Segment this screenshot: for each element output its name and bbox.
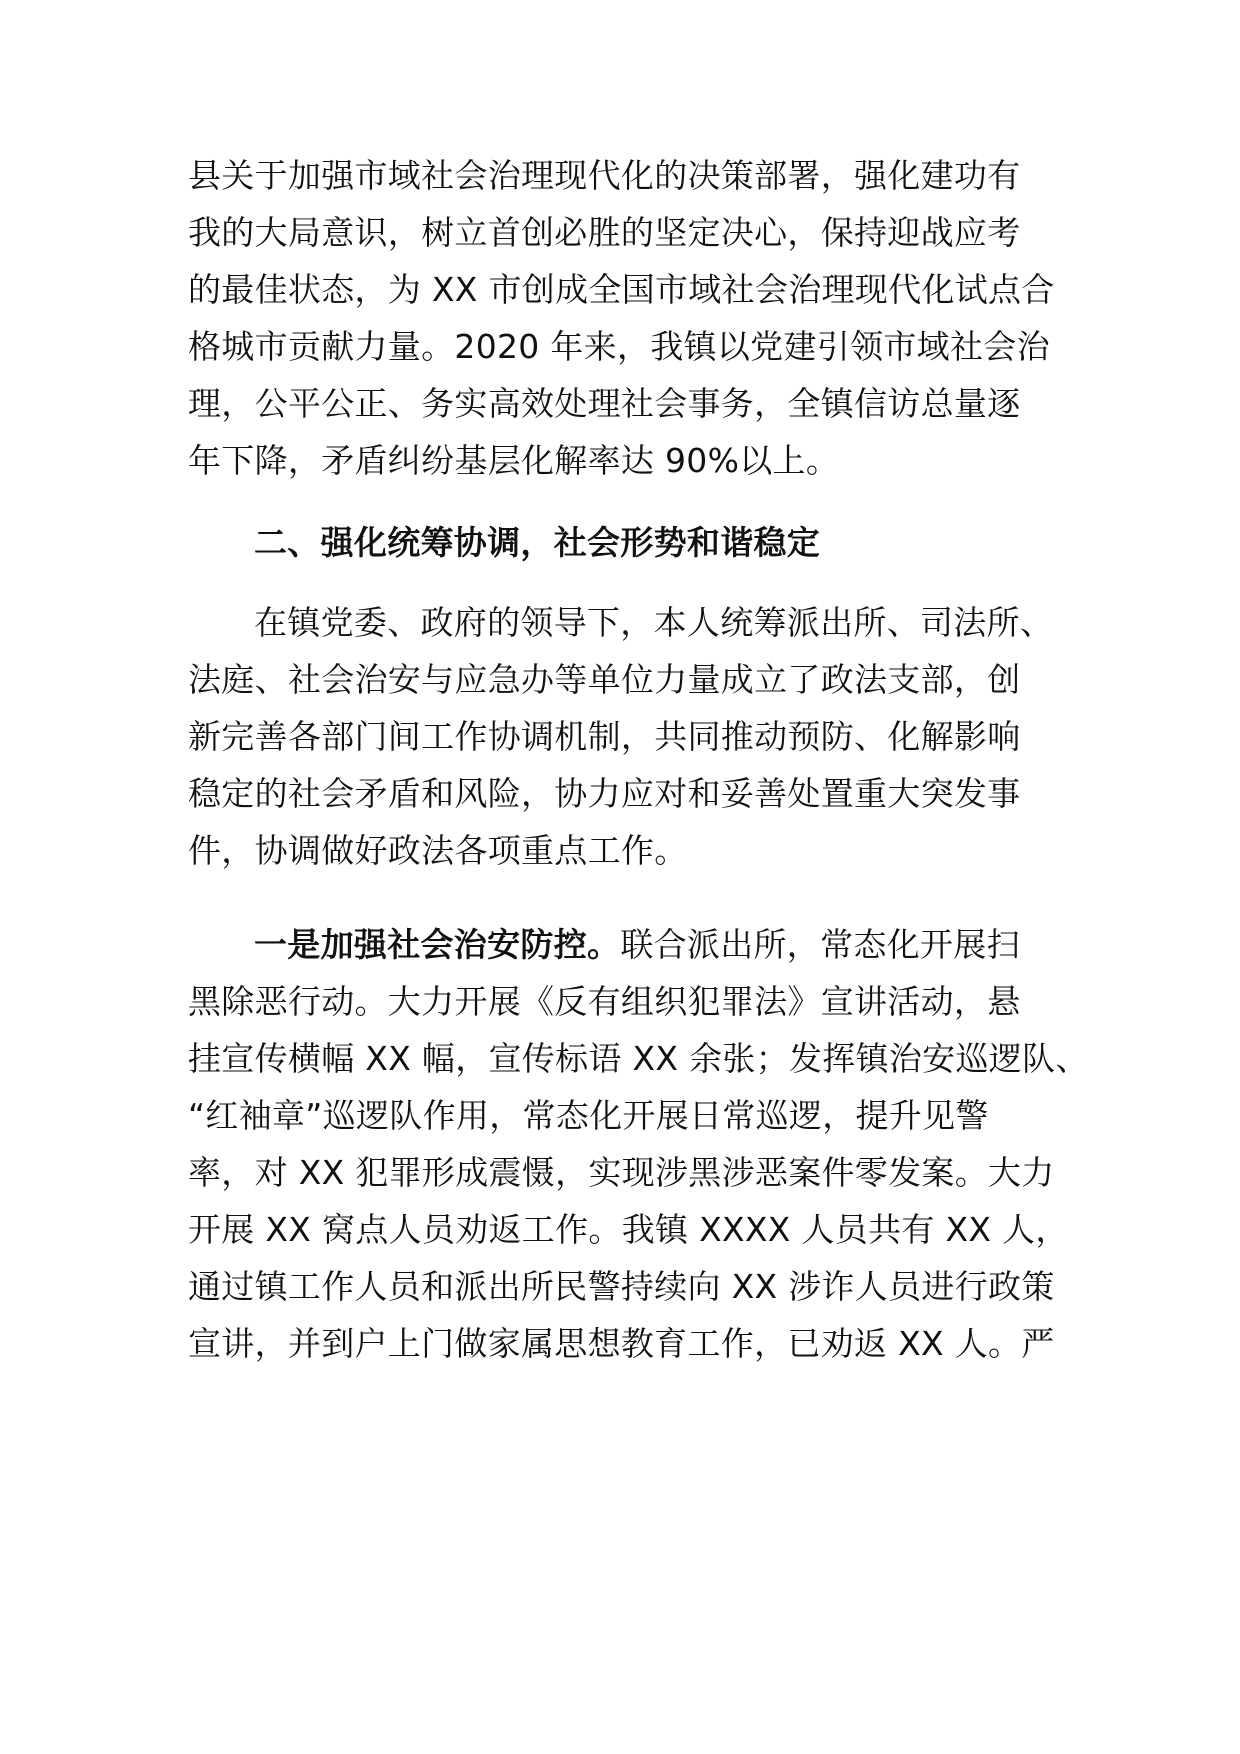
paragraph-3-line-1 xyxy=(254,922,1020,968)
paragraph-2-line-2: 法庭、社会治安与应急办等单位力量成立了政法支部，创 xyxy=(188,660,1021,699)
paragraph-1-line-4: 格城市贡献力量。2020 年来，我镇以党建引领市域社会治 xyxy=(188,327,1050,366)
section-heading: 二、强化统筹协调，社会形势和谐稳定 xyxy=(254,523,821,562)
paragraph-3-line-3: 挂宣传横幅 XX 幅，宣传标语 XX 余张；发挥镇治安巡逻队、 xyxy=(188,1039,1089,1078)
paragraph-3-line-4: “红袖章”巡逻队作用，常态化开展日常巡逻，提升见警 xyxy=(188,1096,989,1135)
paragraph-2-line-3: 新完善各部门间工作协调机制，共同推动预防、化解影响 xyxy=(188,717,1021,756)
paragraph-3-line-2: 黑除恶行动。大力开展《反有组织犯罪法》宣讲活动，悬 xyxy=(188,982,1021,1021)
paragraph-3-line-5: 率，对 XX 犯罪形成震慑，实现涉黑涉恶案件零发案。大力 xyxy=(188,1153,1055,1192)
paragraph-2-line-4: 稳定的社会矛盾和风险，协力应对和妥善处置重大突发事 xyxy=(188,774,1021,813)
paragraph-3-line-8: 宣讲，并到户上门做家属思想教育工作，已劝返 XX 人。严 xyxy=(188,1324,1055,1363)
paragraph-1-line-5: 理，公平公正、务实高效处理社会事务，全镇信访总量逐 xyxy=(188,384,1021,423)
paragraph-1-line-1: 县关于加强市域社会治理现代化的决策部署，强化建功有 xyxy=(188,156,1021,195)
paragraph-3-lead: 一是加强社会治安防控。 xyxy=(254,925,621,964)
paragraph-1-line-6: 年下降，矛盾纠纷基层化解率达 90%以上。 xyxy=(188,441,840,480)
paragraph-1-line-2: 我的大局意识，树立首创必胜的坚定决心，保持迎战应考 xyxy=(188,213,1021,252)
paragraph-2-line-1: 在镇党委、政府的领导下，本人统筹派出所、司法所、 xyxy=(254,603,1054,642)
paragraph-3-line-1-rest: 联合派出所，常态化开展扫 xyxy=(620,925,1020,964)
paragraph-3-line-7: 通过镇工作人员和派出所民警持续向 XX 涉诈人员进行政策 xyxy=(188,1267,1055,1306)
paragraph-1-line-3: 的最佳状态，为 XX 市创成全国市域社会治理现代化试点合 xyxy=(188,270,1055,309)
paragraph-3-line-6: 开展 XX 窝点人员劝返工作。我镇 XXXX 人员共有 XX 人， xyxy=(188,1210,1069,1249)
paragraph-2-line-5: 件，协调做好政法各项重点工作。 xyxy=(188,831,688,870)
